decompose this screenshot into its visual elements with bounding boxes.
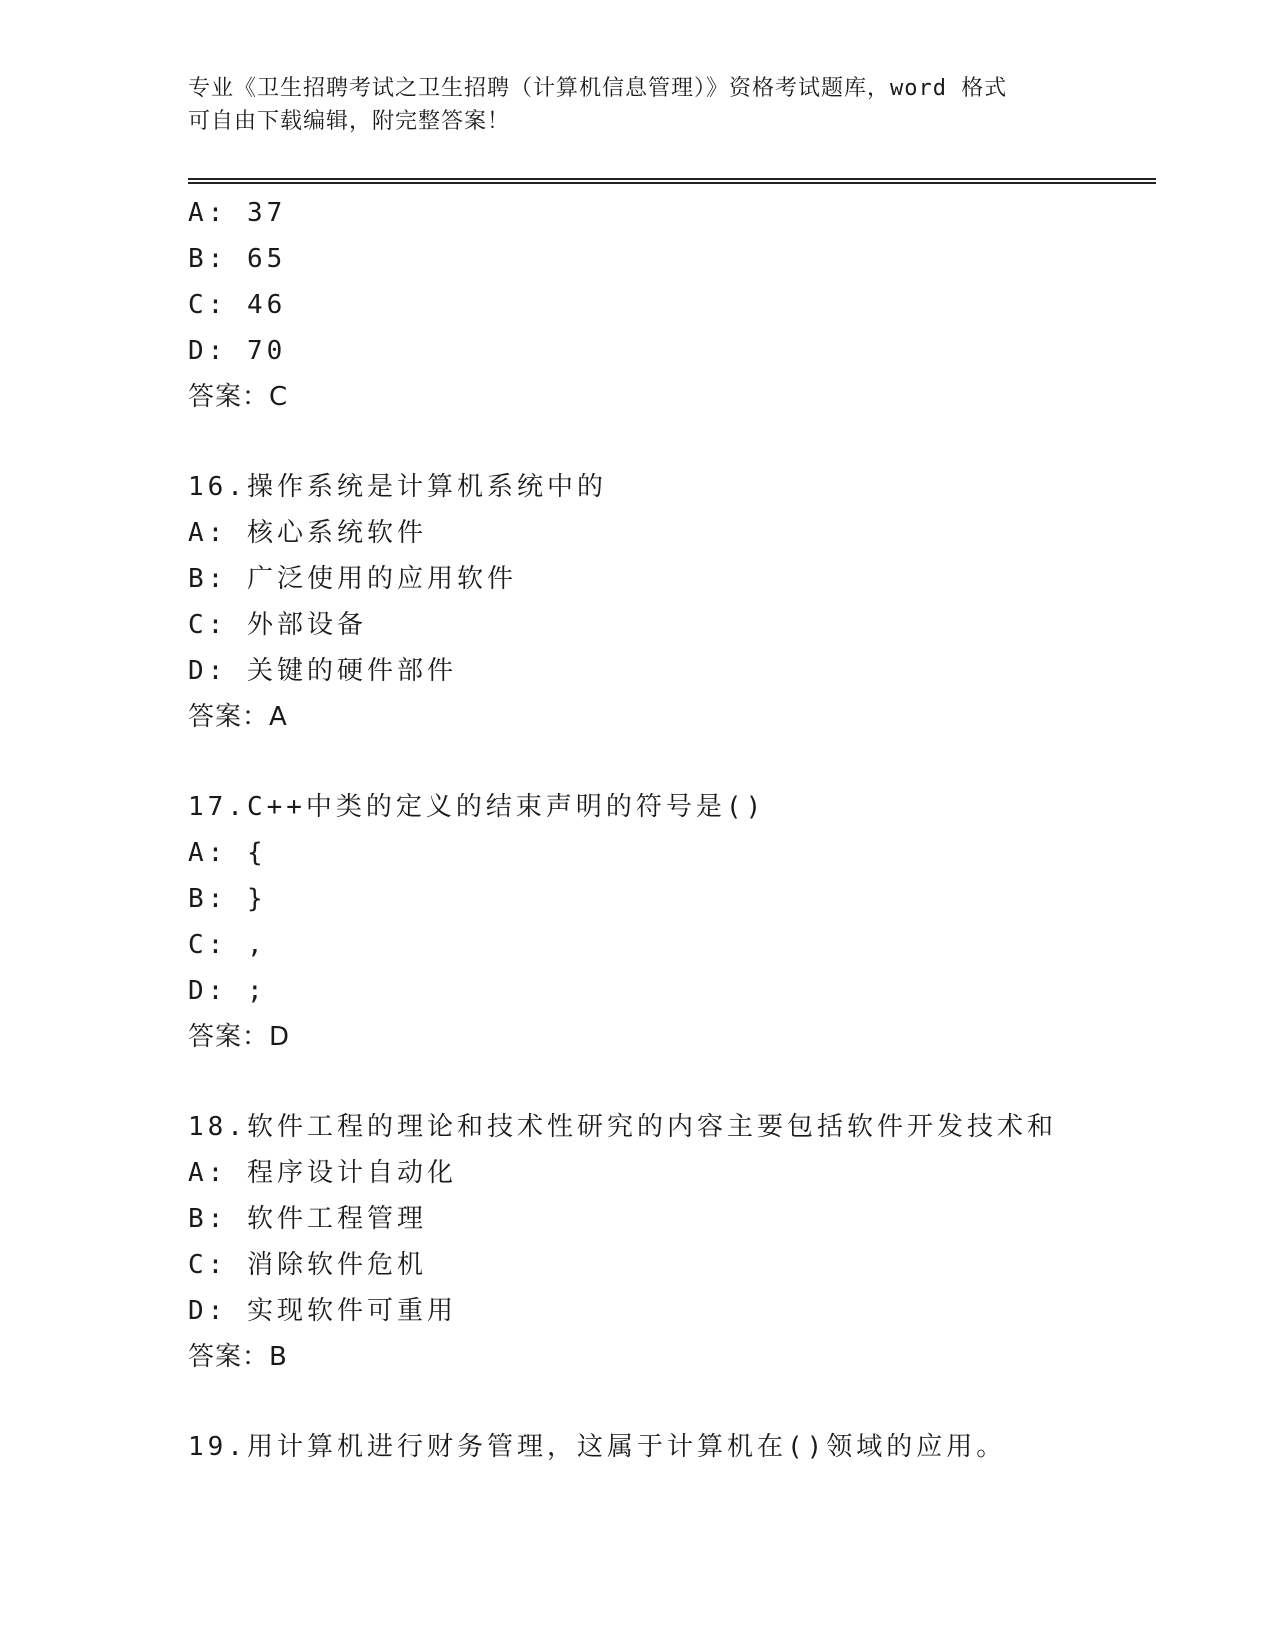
option-d: D: 70 [188, 336, 287, 366]
option-a: A: 37 [188, 198, 287, 228]
answer-line: 答案：D [188, 1022, 291, 1052]
option-a: A: { [188, 838, 267, 868]
answer-line: 答案：B [188, 1342, 288, 1372]
option-b: B: 65 [188, 244, 287, 274]
option-b: B: 软件工程管理 [188, 1204, 427, 1234]
option-a: A: 程序设计自动化 [188, 1158, 457, 1188]
question-block-16 [188, 464, 1156, 740]
option-d: D: 关键的硬件部件 [188, 656, 457, 686]
option-c: C: 消除软件危机 [188, 1250, 427, 1280]
spacer [188, 1380, 1156, 1424]
question-block-17 [188, 784, 1156, 1060]
question-text: 18.软件工程的理论和技术性研究的内容主要包括软件开发技术和 [188, 1112, 1057, 1142]
question-text: 16.操作系统是计算机系统中的 [188, 472, 607, 502]
spacer [188, 420, 1156, 464]
header-line-2: 可自由下载编辑，附完整答案！ [188, 109, 511, 134]
spacer [188, 740, 1156, 784]
question-text: 17.C++中类的定义的结束声明的符号是() [188, 792, 766, 822]
answer-line: 答案：C [188, 382, 289, 412]
question-text: 19.用计算机进行财务管理，这属于计算机在()领域的应用。 [188, 1432, 1007, 1462]
question-block-19 [188, 1424, 1156, 1470]
option-b: B: } [188, 884, 267, 914]
option-c: C: 外部设备 [188, 610, 367, 640]
question-block-18 [188, 1104, 1156, 1380]
option-c: C: , [188, 930, 267, 960]
header-double-rule [188, 178, 1156, 184]
answer-line: 答案：A [188, 702, 288, 732]
option-b: B: 广泛使用的应用软件 [188, 564, 517, 594]
option-d: D: 实现软件可重用 [188, 1296, 457, 1326]
question-list [188, 190, 1156, 1470]
option-a: A: 核心系统软件 [188, 518, 427, 548]
document-header [188, 72, 1068, 138]
header-line-1: 专业《卫生招聘考试之卫生招聘（计算机信息管理）》资格考试题库，word 格式 [188, 76, 1008, 101]
option-c: C: 46 [188, 290, 287, 320]
spacer [188, 1060, 1156, 1104]
option-d: D: ; [188, 976, 267, 1006]
question-block-15 [188, 190, 1156, 420]
